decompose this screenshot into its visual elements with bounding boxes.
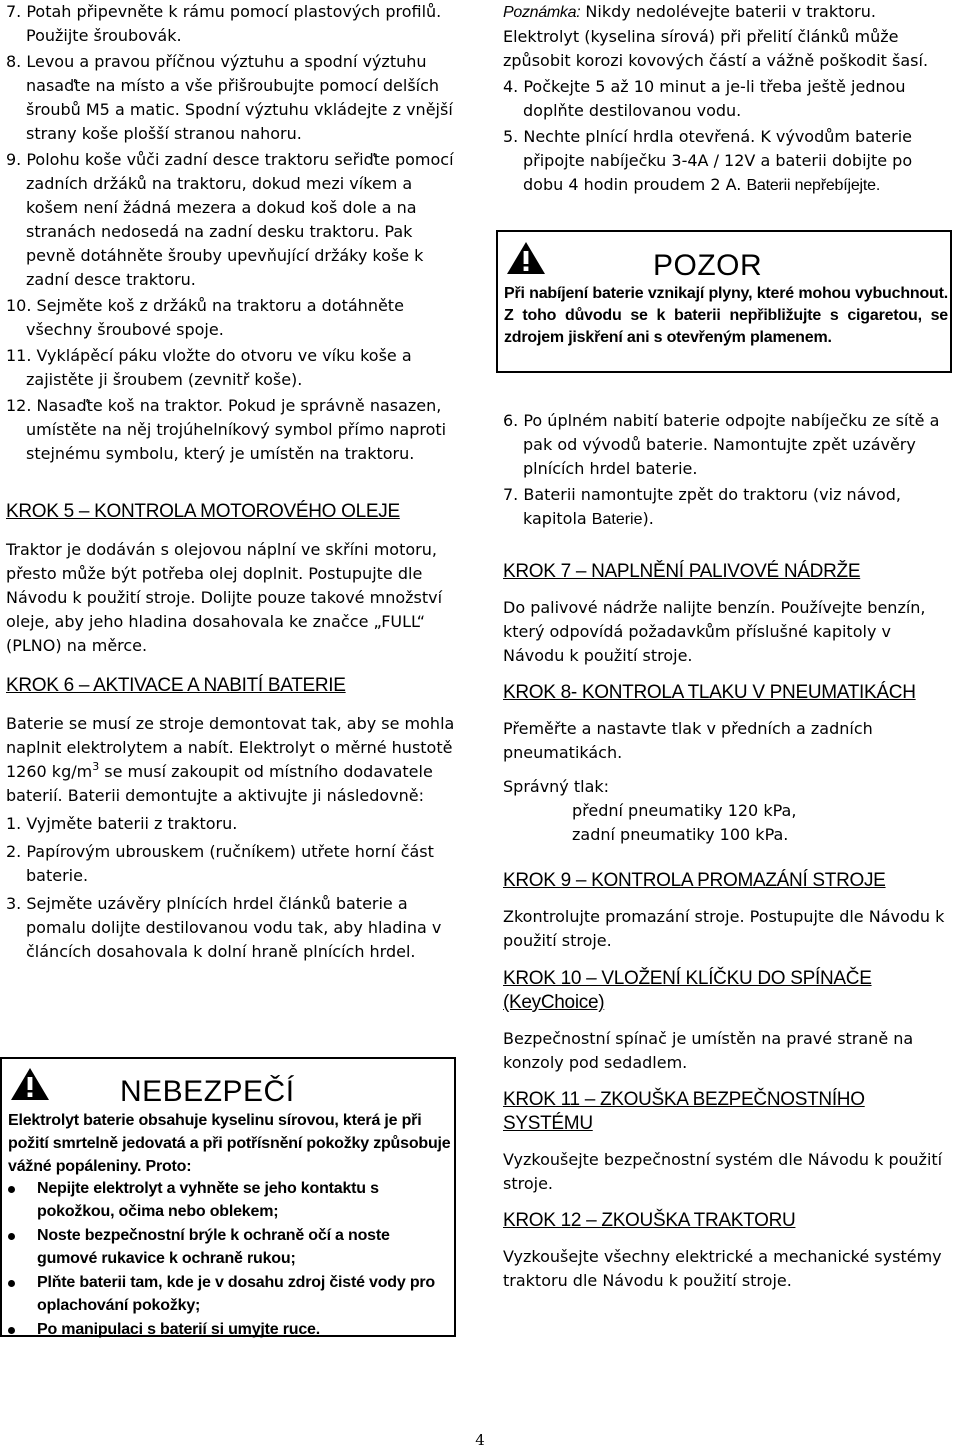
krok7-text: Do palivové nádrže nalijte benzín. Používejte benzín, který odpovídá požadavkům příslušné kapitoly v Návodu k použití stroje.	[503, 598, 926, 665]
assembly-step-9: 9. Polohu koše vůči zadní desce traktoru seřiďte pomocí zadních držáků na traktoru, dokud mezi víkem a košem není žádná mezera a dokud koš dole a na stranách nedosedá na zadní desku traktoru. Pak pevně dotáhněte šrouby upevňující držáky koše k zadní desce traktoru.	[6, 150, 454, 289]
battery-step-2: 2. Papírovým ubrouskem (ručníkem) utřete horní část baterie.	[6, 842, 434, 885]
danger-bullet: Nepijte elektrolyt a vyhněte se jeho kontaktu s pokožkou, očima nebo oblekem;	[4, 1177, 450, 1223]
danger-text: Elektrolyt baterie obsahuje kyselinu sírovou, která je při požití smrtelně jedovatá a při potřísnění pokožky způsobuje vážné popáleniny. Proto:	[8, 1112, 451, 1175]
left-column	[6, 0, 456, 964]
krok10-heading: KROK 10 – VLOŽENÍ KLÍČKU DO SPÍNAČE (KeyChoice)	[503, 968, 872, 1013]
krok9-heading: KROK 9 – KONTROLA PROMAZÁNÍ STROJE	[503, 870, 886, 891]
right-column-lower	[503, 409, 955, 1293]
caution-title: POZOR	[653, 249, 763, 282]
battery-step-5: 5. Nechte plnící hrdla otevřená. K vývodům baterie připojte nabíječku 3-4A / 12V a baterii dobijte po dobu 4 hodin proudem 2 A. Baterii nepřebíjejte.	[503, 127, 913, 194]
danger-bullet: Noste bezpečnostní brýle k ochraně očí a noste gumové rukavice k ochraně rukou;	[4, 1224, 450, 1270]
krok7-heading: KROK 7 – NAPLNĚNÍ PALIVOVÉ NÁDRŽE	[503, 561, 861, 582]
caution-text: Při nabíjení baterie vznikají plyny, které mohou vybuchnout. Z toho důvodu se k baterii nepřibližujte s cigaretou, se zdrojem jiskření ani s otevřeným plamenem.	[504, 285, 948, 346]
note-text: Nikdy nedolévejte baterii v traktoru. Elektrolyt (kyselina sírová) při přelití článků může způsobit korozi kovových částí a vážně poškodit šasí.	[503, 2, 929, 70]
krok8-heading: KROK 8- KONTROLA TLAKU V PNEUMATIKÁCH	[503, 682, 916, 703]
krok12-heading: KROK 12 – ZKOUŠKA TRAKTORU	[503, 1210, 796, 1231]
danger-bullet: Plňte baterii tam, kde je v dosahu zdroj čisté vody pro oplachování pokožky;	[4, 1271, 450, 1317]
krok6-superscript: 3	[92, 760, 100, 773]
krok11-text: Vyzkoušejte bezpečnostní systém dle Návodu k použití stroje.	[503, 1150, 943, 1193]
krok11-heading: KROK 11 – ZKOUŠKA BEZPEČNOSTNÍHO SYSTÉMU	[503, 1089, 865, 1134]
assembly-step-12: 12. Nasaďte koš na traktor. Pokud je správně nasazen, umístěte na něj trojúhelníkový symbol přímo naproti stejnému symbolu, který je umístěn na traktoru.	[6, 396, 447, 463]
assembly-step-11: 11. Vyklápěcí páku vložte do otvoru ve víku koše a zajistěte ji šroubem (zevnitř koše).	[6, 346, 412, 389]
right-column	[503, 0, 955, 198]
battery-step-6: 6. Po úplném nabití baterie odpojte nabíječku ze sítě a pak od vývodů baterie. Namontujte zpět uzávěry plnících hrdel baterie.	[503, 411, 940, 478]
battery-step-3: 3. Sejměte uzávěry plnících hrdel článků baterie a pomalu dolijte destilovanou vodu tak, aby hladina v článcích dosahovala k dolní hraně plnících hrdel.	[6, 894, 442, 961]
krok9-text: Zkontrolujte promazání stroje. Postupujte dle Návodu k použití stroje.	[503, 907, 945, 950]
pressure-rear: zadní pneumatiky 100 kPa.	[572, 825, 789, 844]
battery-step-4: 4. Počkejte 5 až 10 minut a je-li třeba ještě jednou doplňte destilovanou vodu.	[503, 77, 906, 120]
krok6-text	[6, 712, 456, 808]
krok8-text: Přeměřte a nastavte tlak v předních a zadních pneumatikách.	[503, 719, 873, 762]
krok10-text: Bezpečnostní spínač je umístěn na pravé straně na konzoly pod sedadlem.	[503, 1029, 914, 1072]
battery-step-7: 7. Baterii namontujte zpět do traktoru (viz návod, kapitola Baterie).	[503, 485, 901, 528]
krok6-text-a: Baterie se musí ze stroje demontovat tak, aby se mohla naplnit elektrolytem a nabít. Elektrolyt o měrné hustotě 1260 kg/m	[6, 714, 455, 781]
danger-bullet: Po manipulaci s baterií si umyjte ruce.	[4, 1318, 450, 1341]
page-number: 4	[475, 1431, 485, 1449]
no-overcharge-warning: Baterii nepřebíjejte.	[746, 177, 881, 194]
caution-box	[496, 230, 952, 373]
assembly-step-8: 8. Levou a pravou příčnou výztuhu a spodní výztuhu nasaďte na místo a vše přišroubujte pomocí delších šroubů M5 a matic. Spodní výztuhu vkládejte z vnější strany koše plošší stranou nahoru.	[6, 52, 453, 143]
assembly-step-7: 7. Potah připevněte k rámu pomocí plastových profilů. Použijte šroubovák.	[6, 2, 442, 45]
assembly-step-10: 10. Sejměte koš z držáků na traktoru a dotáhněte všechny šroubové spoje.	[6, 296, 404, 339]
warning-triangle-icon	[10, 1067, 50, 1101]
krok6-text-b: se musí zakoupit od místního dodavatele baterií. Baterii demontujte a aktivujte ji následovně:	[6, 762, 433, 805]
warning-triangle-icon	[506, 241, 546, 275]
pressure-label: Správný tlak:	[503, 777, 610, 796]
danger-list	[4, 1177, 450, 1341]
danger-box	[0, 1057, 456, 1337]
krok6-heading: KROK 6 – AKTIVACE A NABITÍ BATERIE	[6, 675, 346, 696]
battery-step-1: 1. Vyjměte baterii z traktoru.	[6, 814, 238, 833]
battery-chapter-ref: Baterie	[591, 511, 643, 528]
krok12-text: Vyzkoušejte všechny elektrické a mechanické systémy traktoru dle Návodu k použití stroje.	[503, 1247, 942, 1290]
krok5-text: Traktor je dodáván s olejovou náplní ve skříni motoru, přesto může být potřeba olej doplnit. Postupujte dle Návodu k použití stroje. Dolijte pouze takové množství oleje, aby jeho hladina dosahovala ke značce „FULL“ (PLNO) na měrce.	[6, 540, 443, 655]
note-paragraph	[503, 0, 955, 73]
danger-title: NEBEZPEČÍ	[120, 1075, 295, 1108]
note-label: Poznámka:	[503, 4, 581, 21]
pressure-front: přední pneumatiky 120 kPa,	[572, 801, 797, 820]
krok5-heading: KROK 5 – KONTROLA MOTOROVÉHO OLEJE	[6, 501, 400, 522]
